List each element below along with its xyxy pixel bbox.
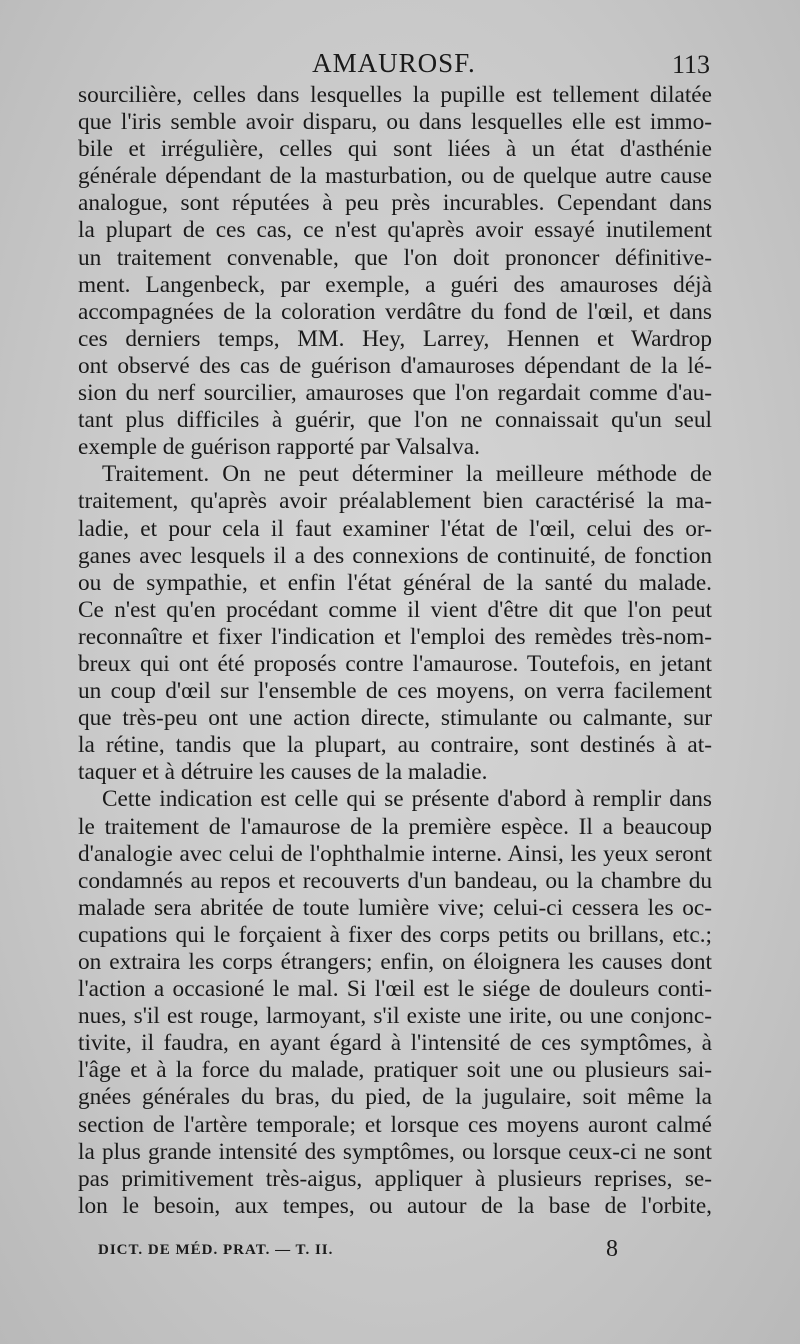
text-line: pas primitivement très-aigus, appliquer à plusieurs reprises, se- xyxy=(78,1165,712,1192)
text-line: un traitement convenable, que l'on doit prononcer définitive- xyxy=(78,244,712,271)
text-line: ladie, et pour cela il faut examiner l'état de l'œil, celui des or- xyxy=(78,515,712,542)
text-line: lon le besoin, aux tempes, ou autour de la base de l'orbite, xyxy=(78,1192,712,1219)
text-line: sourcilière, celles dans lesquelles la pupille est tellement dilatée xyxy=(78,82,712,108)
text-line: générale dépendant de la masturbation, ou de quelque autre cause xyxy=(78,163,712,190)
page-footer xyxy=(98,1236,638,1272)
text-line: la plupart de ces cas, ce n'est qu'après avoir essayé inutilement xyxy=(78,217,712,244)
text-line: ganes avec lesquels il a des connexions de continuité, de fonction xyxy=(78,542,712,569)
text-line: traitement, qu'après avoir préalablement bien caractérisé la ma- xyxy=(78,488,712,515)
text-line: ou de sympathie, et enfin l'état général de la santé du malade. xyxy=(78,569,712,596)
text-line: cupations qui le forçaient à fixer des corps petits ou brillans, etc.; xyxy=(78,921,712,948)
text-line: accompagnées de la coloration verdâtre du fond de l'œil, et dans xyxy=(78,298,712,325)
text-line: tant plus difficiles à guérir, que l'on ne connaissait qu'un seul xyxy=(78,407,712,434)
text-line: le traitement de l'amaurose de la première espèce. Il a beaucoup xyxy=(78,813,712,840)
text-line: l'âge et à la force du malade, pratiquer soit une ou plusieurs sai- xyxy=(78,1057,712,1084)
text-line: que très-peu ont une action directe, stimulante ou calmante, sur xyxy=(78,705,712,732)
text-line: section de l'artère temporale; et lorsque ces moyens auront calmé xyxy=(78,1111,712,1138)
text-line: la plus grande intensité des symptômes, ou lorsque ceux-ci ne sont xyxy=(78,1138,712,1165)
text-line: d'analogie avec celui de l'ophthalmie interne. Ainsi, les yeux seront xyxy=(78,840,712,867)
text-line: ces derniers temps, MM. Hey, Larrey, Hennen et Wardrop xyxy=(78,325,712,352)
text-line: Traitement. On ne peut déterminer la meilleure méthode de xyxy=(102,461,712,488)
text-line: ont observé des cas de guérison d'amauroses dépendant de la lé- xyxy=(78,352,712,379)
text-line: nues, s'il est rouge, larmoyant, s'il existe une irite, ou une conjonc- xyxy=(78,1003,712,1030)
text-line: que l'iris semble avoir disparu, ou dans lesquelles elle est immo- xyxy=(78,109,712,136)
running-head: AMAUROSF. xyxy=(312,48,476,78)
page-number: 113 xyxy=(671,50,710,79)
text-line: malade sera abritée de toute lumière vive; celui-ci cessera les oc- xyxy=(78,894,712,921)
text-line: analogue, sont réputées à peu près incurables. Cependant dans xyxy=(78,190,712,217)
text-line: taquer et à détruire les causes de la maladie. xyxy=(78,759,488,786)
text-line: sion du nerf sourcilier, amauroses que l'on regardait comme d'au- xyxy=(78,380,712,407)
text-line: exemple de guérison rapporté par Valsalva. xyxy=(78,434,480,461)
sheet-mark: 8 xyxy=(606,1236,618,1262)
text-line: bile et irrégulière, celles qui sont liées à un état d'asthénie xyxy=(78,136,712,163)
text-line: condamnés au repos et recouverts d'un bandeau, ou la chambre du xyxy=(78,867,712,894)
text-body xyxy=(78,82,712,1220)
text-line: l'action a occasioné le mal. Si l'œil est le siége de douleurs conti- xyxy=(78,976,712,1003)
text-line: Cette indication est celle qui se présente d'abord à remplir dans xyxy=(102,786,712,813)
text-line: gnées générales du bras, du pied, de la jugulaire, soit même la xyxy=(78,1084,712,1111)
printer-signature: DICT. DE MÉD. PRAT. — T. II. xyxy=(98,1242,334,1258)
text-line: on extraira les corps étrangers; enfin, on éloignera les causes dont xyxy=(78,949,712,975)
text-line: tivite, il faudra, en ayant égard à l'intensité de ces symptômes, à xyxy=(78,1030,712,1057)
text-line: breux qui ont été proposés contre l'amaurose. Toutefois, en jetant xyxy=(78,650,712,677)
text-line: reconnaître et fixer l'indication et l'emploi des remèdes très-nom- xyxy=(78,623,712,650)
text-line: un coup d'œil sur l'ensemble de ces moyens, on verra facilement xyxy=(78,678,712,705)
text-line: Ce n'est qu'en procédant comme il vient d'être dit que l'on peut xyxy=(78,596,712,623)
text-line: la rétine, tandis que la plupart, au contraire, sont destinés à at- xyxy=(78,732,712,759)
text-line: ment. Langenbeck, par exemple, a guéri des amauroses déjà xyxy=(78,271,712,298)
